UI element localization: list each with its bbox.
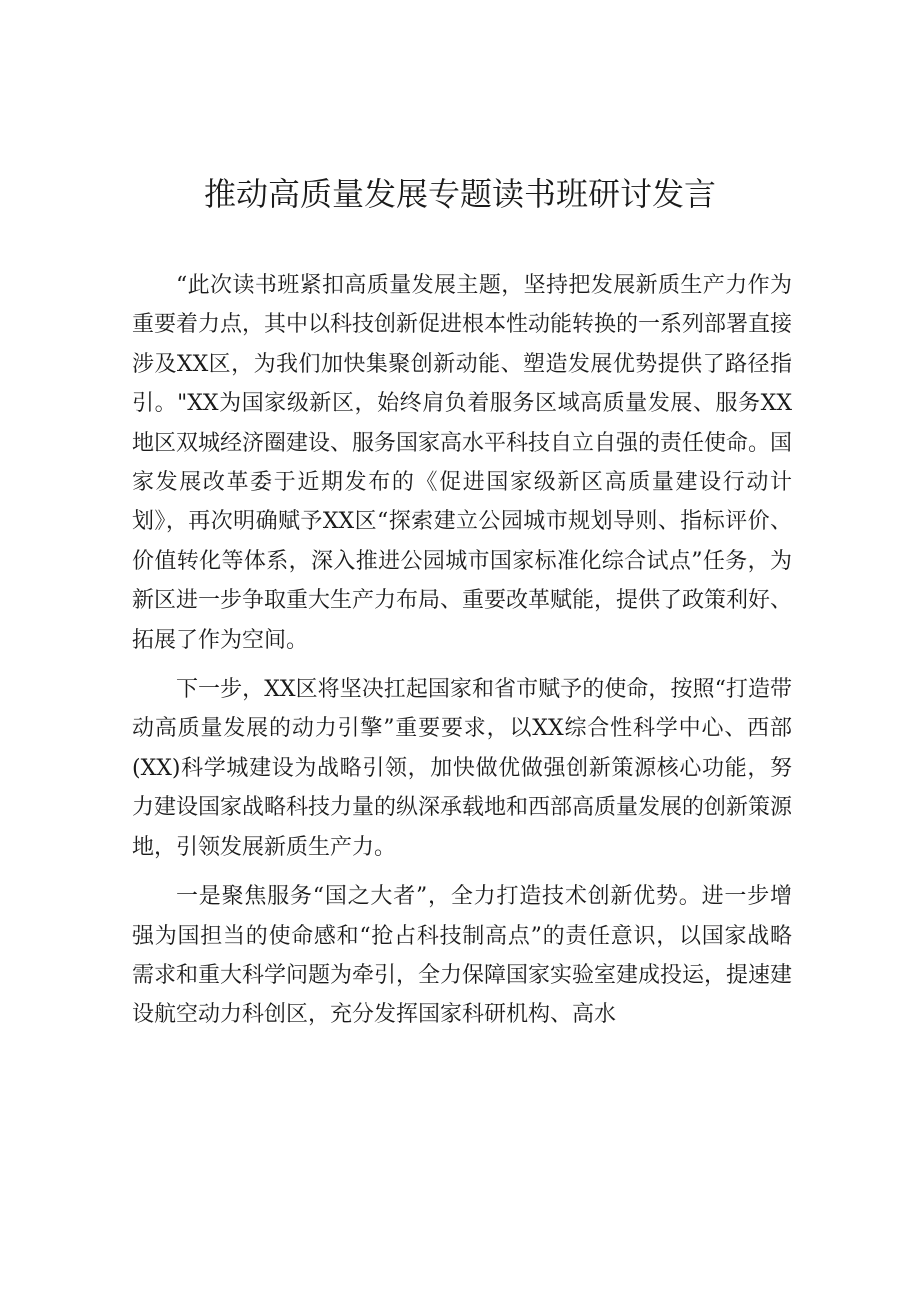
document-body <box>132 266 792 1045</box>
page-title: 推动高质量发展专题读书班研讨发言 <box>203 175 716 213</box>
paragraph-3: 一是聚焦服务“国之大者”，全力打造技术创新优势。进一步增强为国担当的使命感和“抢占科技制高点”的责任意识，以国家战略需求和重大科学问题为牵引，全力保障国家实验室建成投运，提速建设航空动力科创区，充分发挥国家科研机构、高水 <box>132 884 793 1028</box>
paragraph-1: “此次读书班紧扣高质量发展主题，坚持把发展新质生产力作为重要着力点，其中以科技创新促进根本性动能转换的一系列部署直接涉及XX区，为我们加快集聚创新动能、塑造发展优势提供了路径指引。"XX为国家级新区，始终肩负着服务区域高质量发展、服务XX地区双城经济圈建设、服务国家高水平科技自立自强的责任使命。国家发展改革委于近期发布的《促进国家级新区高质量建设行动计划》，再次明确赋予XX区“探索建立公园城市规划导则、指标评价、价值转化等体系，深入推进公园城市国家标准化综合试点”任务，为新区进一步争取重大生产力布局、重要改革赋能，提供了政策利好、拓展了作为空间。 <box>132 273 793 653</box>
paragraph-2: 下一步，XX区将坚决扛起国家和省市赋予的使命，按照“打造带动高质量发展的动力引擎”重要要求，以XX综合性科学中心、西部(XX)科学城建设为战略引领，加快做优做强创新策源核心功能，努力建设国家战略科技力量的纵深承载地和西部高质量发展的创新策源地，引领发展新质生产力。 <box>132 677 793 860</box>
